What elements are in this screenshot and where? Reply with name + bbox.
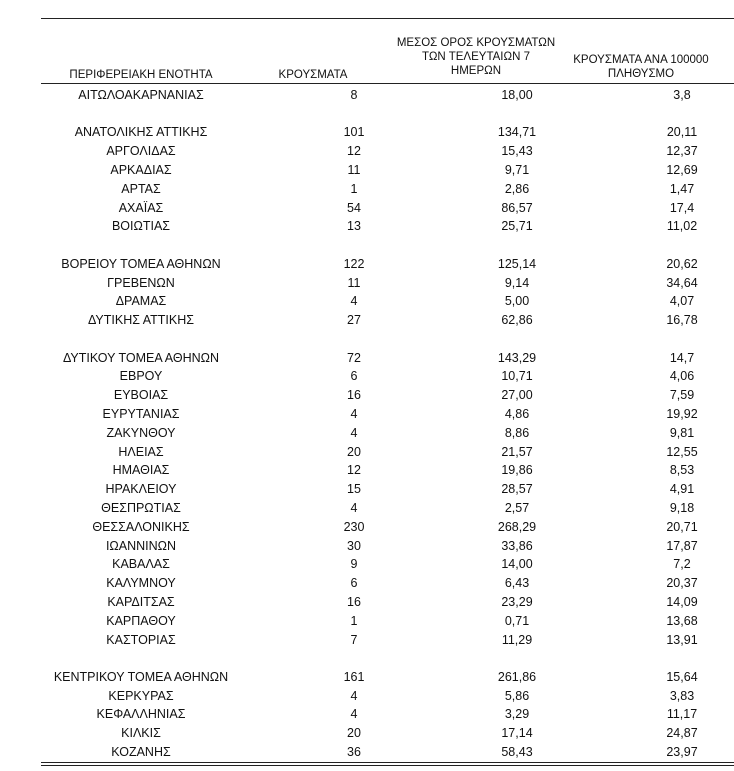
cases-value: 27 [347, 313, 361, 328]
table-row [41, 199, 734, 218]
avg-value: 23,29 [501, 594, 533, 609]
per-100k-value: 15,64 [666, 669, 698, 684]
cases-value: 20 [347, 726, 361, 741]
region-name: ΑΧΑΪΑΣ [118, 200, 164, 215]
table-row [41, 424, 734, 443]
table-row [41, 499, 734, 518]
cases-value: 4 [350, 707, 358, 722]
avg-value: 33,86 [501, 538, 533, 553]
cases-value: 36 [347, 745, 361, 760]
per-100k-value: 14,09 [666, 594, 698, 609]
cases-value: 15 [347, 482, 361, 497]
avg-value: 14,00 [501, 557, 533, 572]
avg-value: 18,00 [501, 88, 533, 102]
region-name: ΚΕΡΚΥΡΑΣ [108, 688, 174, 703]
table-row [41, 161, 734, 180]
per-100k-value: 20,37 [666, 576, 698, 591]
avg-value: 5,86 [504, 688, 530, 703]
table-row [41, 612, 734, 631]
per-100k-value: 12,55 [666, 444, 698, 459]
region-name: ΑΙΤΩΛΟΑΚΑΡΝΑΝΙΑΣ [78, 88, 204, 102]
region-name: ΘΕΣΠΡΩΤΙΑΣ [101, 500, 181, 515]
table-row [41, 480, 734, 499]
header-rule [41, 83, 734, 84]
cases-value: 30 [347, 538, 361, 553]
cases-value: 6 [350, 576, 358, 591]
table-row [41, 123, 734, 142]
table-row [41, 593, 734, 612]
region-name: ΗΡΑΚΛΕΙΟΥ [105, 482, 177, 497]
cases-value: 4 [350, 500, 358, 515]
region-name: ΕΥΒΟΙΑΣ [113, 388, 169, 403]
table-row [41, 349, 734, 368]
avg-value: 86,57 [501, 200, 533, 215]
avg-value: 9,14 [504, 275, 530, 290]
region-name: ΑΡΤΑΣ [121, 181, 161, 196]
avg-value: 8,86 [504, 425, 530, 440]
region-name: ΕΥΡΥΤΑΝΙΑΣ [102, 406, 180, 421]
header-region: ΠΕΡΙΦΕΡΕΙΑΚΗ ΕΝΟΤΗΤΑ [69, 69, 213, 81]
avg-value: 6,43 [504, 576, 530, 591]
per-100k-value: 13,68 [666, 613, 698, 628]
per-100k-value: 4,07 [669, 294, 695, 309]
table-row [41, 386, 734, 405]
cases-value: 11 [347, 275, 361, 290]
region-name: ΒΟΡΕΙΟΥ ΤΟΜΕΑ ΑΘΗΝΩΝ [61, 256, 221, 271]
avg-value: 17,14 [501, 726, 533, 741]
header-per-100000 [552, 53, 730, 81]
cases-value: 20 [347, 444, 361, 459]
avg-value: 2,86 [504, 181, 530, 196]
region-name: ΚΑΡΠΑΘΟΥ [106, 613, 176, 628]
cases-value: 4 [350, 294, 358, 309]
table-row [41, 518, 734, 537]
cases-value: 7 [350, 632, 358, 647]
table-row [41, 274, 734, 293]
cases-value: 161 [343, 669, 365, 684]
per-100k-value: 19,92 [666, 406, 698, 421]
table-row [41, 311, 734, 330]
table-row [41, 724, 734, 743]
per-100k-value: 23,97 [666, 745, 698, 760]
region-name: ΖΑΚΥΝΘΟΥ [106, 425, 176, 440]
avg-value: 125,14 [497, 256, 537, 271]
region-name: ΔΥΤΙΚΗΣ ΑΤΤΙΚΗΣ [88, 313, 194, 328]
cases-value: 13 [347, 219, 361, 234]
avg-value: 25,71 [501, 219, 533, 234]
per-100k-value: 34,64 [666, 275, 698, 290]
per-100k-value: 12,37 [666, 144, 698, 159]
per-100k-value: 17,87 [666, 538, 698, 553]
header-per-line1: ΚΡΟΥΣΜΑΤΑ ΑΝΑ 100000 [573, 54, 709, 66]
per-100k-value: 14,7 [669, 350, 695, 365]
per-100k-value: 4,06 [669, 369, 695, 384]
per-100k-value: 16,78 [666, 313, 698, 328]
table-row [41, 405, 734, 424]
cases-value: 6 [350, 369, 358, 384]
region-name: ΑΡΚΑΔΙΑΣ [110, 162, 172, 177]
per-100k-value: 9,81 [669, 425, 695, 440]
table-row [41, 255, 734, 274]
region-name: ΚΑΣΤΟΡΙΑΣ [106, 632, 176, 647]
table-row [41, 86, 734, 105]
region-name: ΚΕΝΤΡΙΚΟΥ ΤΟΜΕΑ ΑΘΗΝΩΝ [53, 669, 229, 684]
avg-value: 15,43 [501, 144, 533, 159]
per-100k-value: 4,91 [669, 482, 695, 497]
per-100k-value: 7,59 [669, 388, 695, 403]
region-name: ΑΡΓΟΛΙΔΑΣ [106, 144, 176, 159]
cases-value: 230 [343, 519, 365, 534]
table-row [41, 443, 734, 462]
cases-value: 11 [347, 162, 361, 177]
per-100k-value: 9,18 [669, 500, 695, 515]
avg-value: 261,86 [497, 669, 537, 684]
region-name: ΚΑΛΥΜΝΟΥ [106, 576, 176, 591]
table-row [41, 668, 734, 687]
cases-value: 122 [343, 256, 365, 271]
per-100k-value: 1,47 [669, 181, 695, 196]
avg-value: 11,29 [501, 632, 533, 647]
per-100k-value: 20,11 [666, 125, 698, 140]
cases-value: 72 [347, 350, 361, 365]
cases-value: 16 [347, 388, 361, 403]
per-100k-value: 3,8 [673, 88, 691, 102]
avg-value: 10,71 [501, 369, 533, 384]
region-name: ΓΡΕΒΕΝΩΝ [107, 275, 175, 290]
per-100k-value: 20,62 [666, 256, 698, 271]
table-row [41, 142, 734, 161]
avg-value: 5,00 [504, 294, 530, 309]
avg-value: 4,86 [504, 406, 530, 421]
table-row [41, 537, 734, 556]
table-row [41, 217, 734, 236]
header-avg-line1: ΜΕΣΟΣ ΟΡΟΣ ΚΡΟΥΣΜΑΤΩΝ [396, 37, 556, 49]
avg-value: 3,29 [504, 707, 530, 722]
region-name: ΚΑΒΑΛΑΣ [112, 557, 170, 572]
avg-value: 268,29 [497, 519, 537, 534]
avg-value: 2,57 [504, 500, 530, 515]
header-avg-line2: ΤΩΝ ΤΕΛΕΥΤΑΙΩΝ 7 [422, 51, 530, 63]
table-row [41, 743, 734, 762]
region-name: ΑΝΑΤΟΛΙΚΗΣ ΑΤΤΙΚΗΣ [74, 125, 208, 140]
avg-value: 21,57 [501, 444, 533, 459]
avg-value: 58,43 [501, 745, 533, 760]
region-name: ΚΑΡΔΙΤΣΑΣ [107, 594, 175, 609]
table-row [41, 555, 734, 574]
per-100k-value: 11,17 [666, 707, 698, 722]
header-avg-line3: ΗΜΕΡΩΝ [450, 65, 502, 77]
table-body [41, 86, 734, 762]
cases-value: 8 [350, 88, 358, 102]
region-name: ΗΜΑΘΙΑΣ [112, 463, 170, 478]
table-row [41, 180, 734, 199]
cases-value: 4 [350, 406, 358, 421]
per-100k-value: 20,71 [666, 519, 698, 534]
region-name: ΔΡΑΜΑΣ [115, 294, 167, 309]
per-100k-value: 13,91 [666, 632, 698, 647]
cases-value: 101 [343, 125, 365, 140]
table-row [41, 574, 734, 593]
avg-value: 27,00 [501, 388, 533, 403]
table-row [41, 705, 734, 724]
header-cases: ΚΡΟΥΣΜΑΤΑ [278, 69, 348, 81]
cases-value: 16 [347, 594, 361, 609]
region-name: ΗΛΕΙΑΣ [118, 444, 164, 459]
table-bottom-rule-double [41, 765, 734, 766]
cases-value: 54 [347, 200, 361, 215]
region-name: ΚΟΖΑΝΗΣ [111, 745, 171, 760]
table-row [41, 461, 734, 480]
cases-value: 1 [350, 181, 358, 196]
avg-value: 143,29 [497, 350, 537, 365]
per-100k-value: 24,87 [666, 726, 698, 741]
header-7day-average [385, 36, 567, 78]
per-100k-value: 12,69 [666, 162, 698, 177]
avg-value: 62,86 [501, 313, 533, 328]
per-100k-value: 8,53 [669, 463, 695, 478]
per-100k-value: 7,2 [673, 557, 691, 572]
cases-value: 4 [350, 688, 358, 703]
avg-value: 134,71 [497, 125, 537, 140]
table-bottom-rule [41, 762, 734, 763]
region-name: ΕΒΡΟΥ [119, 369, 163, 384]
cases-value: 12 [347, 144, 361, 159]
cases-value: 1 [350, 613, 358, 628]
region-name: ΙΩΑΝΝΙΝΩΝ [105, 538, 177, 553]
region-name: ΘΕΣΣΑΛΟΝΙΚΗΣ [92, 519, 190, 534]
per-100k-value: 11,02 [666, 219, 698, 234]
cases-value: 4 [350, 425, 358, 440]
table-row [41, 631, 734, 650]
per-100k-value: 17,4 [669, 200, 695, 215]
table-row [41, 687, 734, 706]
per-100k-value: 3,83 [669, 688, 695, 703]
avg-value: 19,86 [501, 463, 533, 478]
table-top-rule [41, 18, 734, 19]
region-name: ΒΟΙΩΤΙΑΣ [111, 219, 171, 234]
avg-value: 0,71 [504, 613, 530, 628]
avg-value: 9,71 [504, 162, 530, 177]
cases-value: 12 [347, 463, 361, 478]
avg-value: 28,57 [501, 482, 533, 497]
table-row [41, 292, 734, 311]
table-row [41, 367, 734, 386]
cases-value: 9 [350, 557, 358, 572]
region-name: ΚΙΛΚΙΣ [121, 726, 161, 741]
region-name: ΚΕΦΑΛΛΗΝΙΑΣ [96, 707, 186, 722]
region-name: ΔΥΤΙΚΟΥ ΤΟΜΕΑ ΑΘΗΝΩΝ [62, 350, 220, 365]
header-per-line2: ΠΛΗΘΥΣΜΟ [607, 68, 675, 80]
